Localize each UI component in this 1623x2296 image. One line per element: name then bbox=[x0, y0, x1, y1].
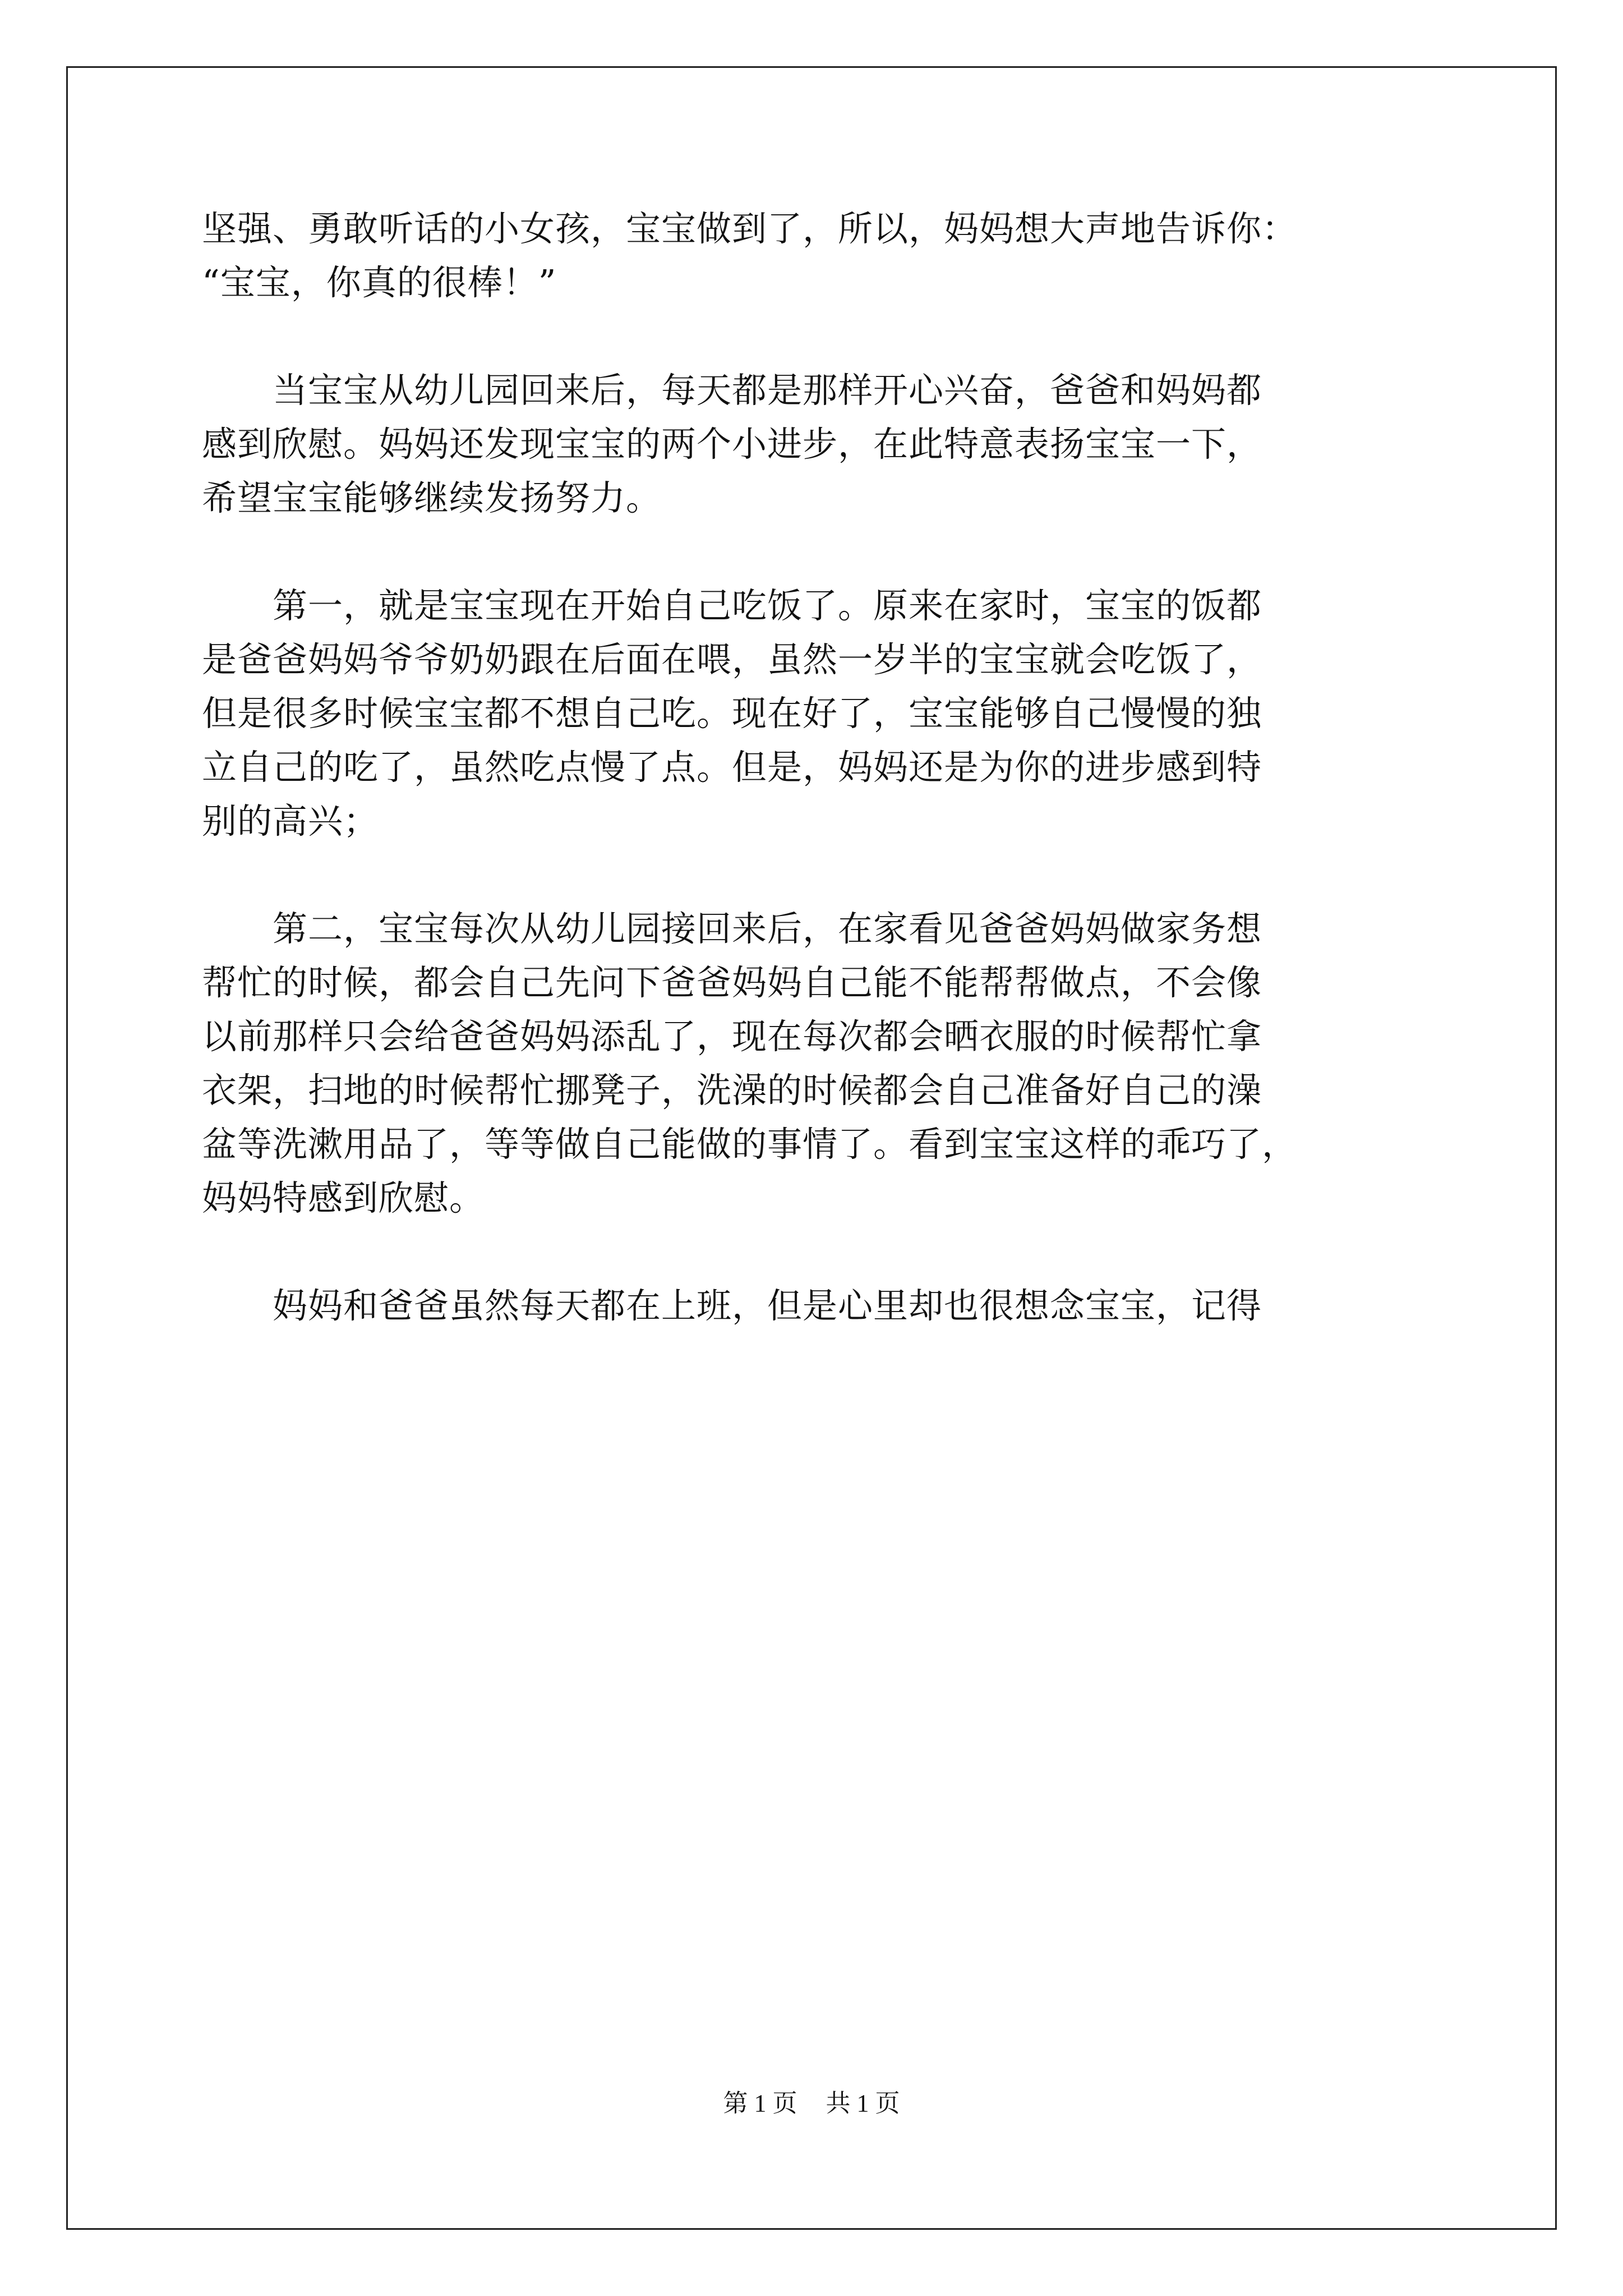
page-number: 第 1 页 bbox=[723, 2090, 797, 2117]
text-line: 第二，宝宝每次从幼儿园接回来后，在家看见爸爸妈妈做家务想 bbox=[202, 908, 1262, 949]
text-line: 希望宝宝能够继续发扬努力。 bbox=[202, 477, 662, 518]
paragraph-gap bbox=[202, 848, 1430, 902]
text-line: “宝宝，你真的很棒！” bbox=[202, 262, 557, 303]
text-line: 当宝宝从幼儿园回来后，每天都是那样开心兴奋，爸爸和妈妈都 bbox=[202, 370, 1262, 411]
document-body bbox=[202, 202, 1430, 1333]
text-line: 妈妈特感到欣慰。 bbox=[202, 1177, 485, 1218]
total-pages: 共 1 页 bbox=[826, 2090, 900, 2117]
text-line: 盆等洗漱用品了，等等做自己能做的事情了。看到宝宝这样的乖巧了， bbox=[202, 1124, 1298, 1165]
text-line: 别的高兴； bbox=[202, 800, 379, 841]
page-footer bbox=[0, 2088, 1623, 2119]
text-line: 以前那样只会给爸爸妈妈添乱了，现在每次都会晒衣服的时候帮忙拿 bbox=[202, 1016, 1262, 1057]
text-line: 立自己的吃了，虽然吃点慢了点。但是，妈妈还是为你的进步感到特 bbox=[202, 747, 1262, 788]
text-line: 是爸爸妈妈爷爷奶奶跟在后面在喂，虽然一岁半的宝宝就会吃饭了， bbox=[202, 639, 1262, 680]
text-line: 妈妈和爸爸虽然每天都在上班，但是心里却也很想念宝宝，记得 bbox=[202, 1285, 1262, 1326]
text-line: 第一，就是宝宝现在开始自己吃饭了。原来在家时，宝宝的饭都 bbox=[202, 585, 1262, 626]
text-line: 衣架，扫地的时候帮忙挪凳子，洗澡的时候都会自己准备好自己的澡 bbox=[202, 1070, 1262, 1111]
text-line: 坚强、勇敢听话的小女孩，宝宝做到了，所以，妈妈想大声地告诉你： bbox=[202, 208, 1298, 249]
paragraph-gap bbox=[202, 310, 1430, 364]
text-line: 感到欣慰。妈妈还发现宝宝的两个小进步，在此特意表扬宝宝一下， bbox=[202, 424, 1262, 464]
paragraph-gap bbox=[202, 1225, 1430, 1279]
paragraph-gap bbox=[202, 525, 1430, 579]
text-line: 帮忙的时候，都会自己先问下爸爸妈妈自己能不能帮帮做点，不会像 bbox=[202, 962, 1262, 1003]
text-line: 但是很多时候宝宝都不想自己吃。现在好了，宝宝能够自己慢慢的独 bbox=[202, 693, 1262, 734]
